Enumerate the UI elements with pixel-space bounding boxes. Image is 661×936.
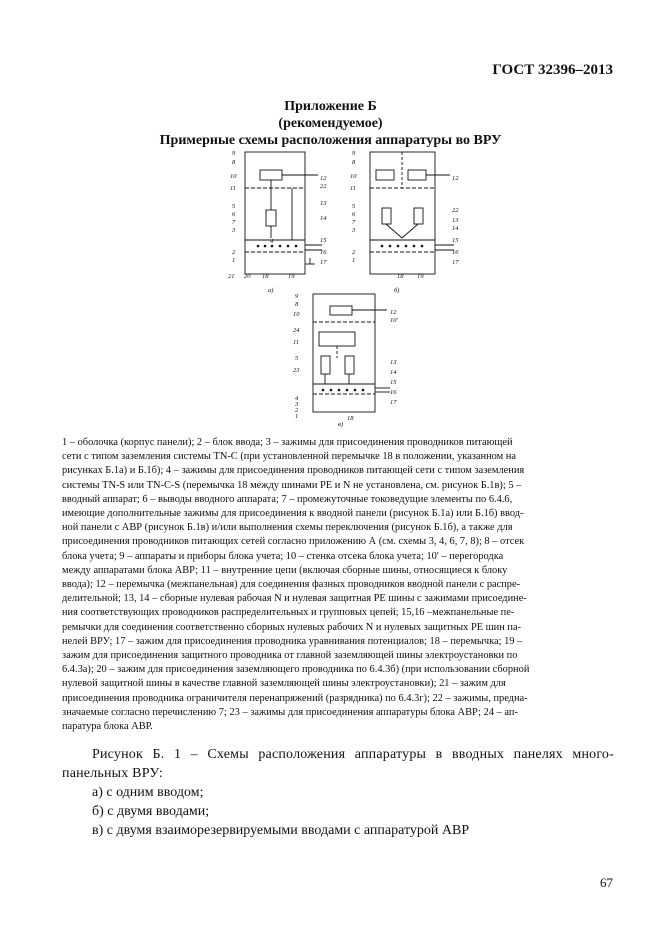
svg-text:11: 11 bbox=[293, 339, 300, 346]
svg-text:19: 19 bbox=[288, 273, 295, 280]
svg-text:5: 5 bbox=[295, 355, 299, 362]
scheme-c-label: в) bbox=[338, 421, 343, 428]
svg-text:3: 3 bbox=[295, 401, 299, 408]
svg-text:12: 12 bbox=[390, 309, 397, 316]
legend-line: имеющие дополнительные зажимы для присоединения к вводной панели (рисунок Б.1а) или Б.1б) ввод- bbox=[62, 508, 524, 520]
svg-text:8: 8 bbox=[232, 159, 236, 166]
legend-line: паратура блока АВР. bbox=[62, 721, 153, 733]
svg-text:3: 3 bbox=[232, 227, 236, 234]
svg-text:5: 5 bbox=[232, 203, 236, 210]
scheme-b-label: б) bbox=[394, 287, 400, 294]
legend-line: ния соответствующих проводников распределительных и групповых цепей; 15,16 –межпанельные пе- bbox=[62, 607, 515, 619]
svg-text:12: 12 bbox=[452, 175, 459, 182]
appendix-heading: Примерные схемы расположения аппаратуры во ВРУ bbox=[159, 133, 502, 148]
svg-text:14: 14 bbox=[452, 225, 459, 232]
svg-text:10: 10 bbox=[293, 311, 300, 318]
svg-text:22: 22 bbox=[320, 183, 327, 190]
scheme-c-diagram bbox=[275, 292, 405, 427]
scheme-a-label: а) bbox=[268, 287, 274, 294]
legend-line: 1 – оболочка (корпус панели); 2 – блок ввода; 3 – зажимы для присоединения проводников питающей bbox=[62, 437, 513, 448]
svg-text:1: 1 bbox=[295, 413, 299, 420]
caption-item: а) с одним вводом; bbox=[92, 785, 204, 800]
svg-text:10: 10 bbox=[350, 173, 357, 180]
svg-text:8: 8 bbox=[295, 301, 299, 308]
svg-text:19: 19 bbox=[417, 273, 424, 280]
svg-text:17: 17 bbox=[320, 259, 327, 266]
svg-text:16: 16 bbox=[452, 249, 459, 256]
svg-text:11: 11 bbox=[230, 185, 237, 192]
svg-text:16: 16 bbox=[390, 389, 397, 396]
legend-line: системы TN-S или TN-C-S (перемычка 18 между шинами PE и N не установлена, см. рисунок Б.1в); 5 – bbox=[62, 479, 522, 491]
legend-line: присоединения проводника ограничителя перенапряжений (разрядника) по 6.4.3г); 22 – зажимы, предна- bbox=[62, 692, 528, 704]
legend-line: между аппаратами блока АВР; 11 – внутренние цепи (включая сборные шины, относящиеся к блоку bbox=[62, 564, 508, 576]
svg-text:17: 17 bbox=[452, 259, 459, 266]
svg-text:3: 3 bbox=[352, 227, 356, 234]
legend-line: нулевой защитной шины в качестве главной заземляющей шины электроустановки); 21 – зажим для bbox=[62, 678, 506, 690]
svg-text:10: 10 bbox=[230, 173, 237, 180]
svg-text:18: 18 bbox=[397, 273, 404, 280]
svg-text:18: 18 bbox=[347, 415, 354, 422]
svg-text:14: 14 bbox=[390, 369, 397, 376]
input-switch bbox=[266, 210, 276, 226]
svg-text:17: 17 bbox=[390, 399, 397, 406]
svg-text:4: 4 bbox=[270, 238, 274, 245]
document-standard-header: ГОСТ 32396–2013 bbox=[492, 62, 613, 78]
svg-text:18: 18 bbox=[262, 273, 269, 280]
svg-text:9: 9 bbox=[232, 150, 236, 157]
svg-text:24: 24 bbox=[293, 327, 300, 334]
svg-text:9: 9 bbox=[295, 293, 299, 300]
svg-text:6: 6 bbox=[352, 211, 356, 218]
svg-text:2: 2 bbox=[352, 249, 356, 256]
svg-text:4: 4 bbox=[295, 395, 299, 402]
svg-text:7: 7 bbox=[352, 219, 356, 226]
appendix-title-block bbox=[0, 98, 661, 149]
legend-line: вводный аппарат; 6 – выводы вводного аппарата; 7 – промежуточные токоведущие элементы по 6.4.6, bbox=[62, 493, 513, 505]
svg-text:13: 13 bbox=[320, 200, 327, 207]
svg-text:2: 2 bbox=[232, 249, 236, 256]
meter-block bbox=[260, 170, 282, 180]
svg-text:1: 1 bbox=[232, 257, 236, 264]
svg-text:15: 15 bbox=[452, 237, 459, 244]
svg-text:15: 15 bbox=[390, 379, 397, 386]
caption-item: в) с двумя взаиморезервируемыми вводами с аппаратурой АВР bbox=[92, 823, 470, 838]
svg-text:15: 15 bbox=[320, 237, 327, 244]
scheme-a-diagram bbox=[210, 150, 335, 295]
svg-text:9: 9 bbox=[352, 150, 356, 157]
svg-text:13: 13 bbox=[390, 359, 397, 366]
svg-text:2: 2 bbox=[295, 407, 299, 414]
svg-text:8: 8 bbox=[352, 159, 356, 166]
legend-line: присоединения проводников питающих сетей согласно приложению А (см. схемы 3, 4, 6, 7, 8); 8 – отсек bbox=[62, 536, 525, 548]
page-number: 67 bbox=[600, 875, 613, 890]
svg-text:5: 5 bbox=[352, 203, 356, 210]
legend-line: значаемые согласно перечислению 7; 23 – зажимы для присоединения аппаратуры блока АВР; 24 – ап- bbox=[62, 706, 518, 718]
appendix-title: Приложение Б bbox=[284, 99, 377, 114]
svg-text:21: 21 bbox=[228, 273, 235, 280]
svg-text:14: 14 bbox=[320, 215, 327, 222]
svg-text:13: 13 bbox=[452, 217, 459, 224]
legend-line: ввода); 12 – перемычка (межпанельная) для соединения фазных проводников вводной панели с распре- bbox=[62, 579, 521, 591]
legend-line: зажим для присоединения защитного проводника от главной заземляющей шины электроустановки по bbox=[62, 650, 518, 662]
legend-line: ремычки для соединения соответственно сборных нулевых рабочих N и нулевых защитных PE шин па- bbox=[62, 621, 522, 633]
svg-text:11: 11 bbox=[350, 185, 357, 192]
svg-text:23: 23 bbox=[293, 367, 300, 374]
legend-line: блока учета; 9 – аппараты и приборы блока учета; 10 – стенка отсека блока учета; 10' – перегородка bbox=[62, 550, 504, 562]
legend-line: ной панели с АВР (рисунок Б.1в) и/или выполнения схемы переключения (рисунок Б.1б), а также для bbox=[62, 522, 513, 534]
legend-line: сети с типом заземления системы TN-C (при установленной перемычке 18 в положении, указанном на bbox=[62, 451, 516, 463]
caption-item: б) с двумя вводами; bbox=[92, 804, 210, 819]
svg-text:10': 10' bbox=[390, 317, 398, 324]
legend-line: нелей ВРУ; 17 – зажим для присоединения проводника уравнивания потенциалов; 18 – перемычка; 19 – bbox=[62, 635, 523, 647]
svg-text:6: 6 bbox=[232, 211, 236, 218]
legend-line: 6.4.3а); 20 – зажим для присоединения заземляющего проводника по 6.4.3б) (при использовании сборной bbox=[62, 664, 530, 676]
scheme-b-diagram bbox=[342, 150, 467, 295]
figure-legend bbox=[62, 436, 614, 734]
caption-main: Рисунок Б. 1 – Схемы расположения аппаратуры в вводных панелях много-панельных ВРУ: bbox=[62, 747, 614, 781]
appendix-subtitle: (рекомендуемое) bbox=[278, 116, 383, 131]
svg-text:1: 1 bbox=[352, 257, 356, 264]
figure-caption bbox=[62, 745, 614, 840]
svg-text:7: 7 bbox=[232, 219, 236, 226]
svg-text:12: 12 bbox=[320, 175, 327, 182]
legend-line: рисунках Б.1а) и Б.1б); 4 – зажимы для присоединения проводников питающей сети с типом заземления bbox=[62, 465, 525, 477]
svg-text:22: 22 bbox=[452, 207, 459, 214]
svg-text:16: 16 bbox=[320, 249, 327, 256]
svg-text:20: 20 bbox=[244, 273, 251, 280]
legend-line: делительной; 13, 14 – сборные нулевая рабочая N и нулевая защитная PE шины с зажимами присоедине- bbox=[62, 593, 527, 605]
